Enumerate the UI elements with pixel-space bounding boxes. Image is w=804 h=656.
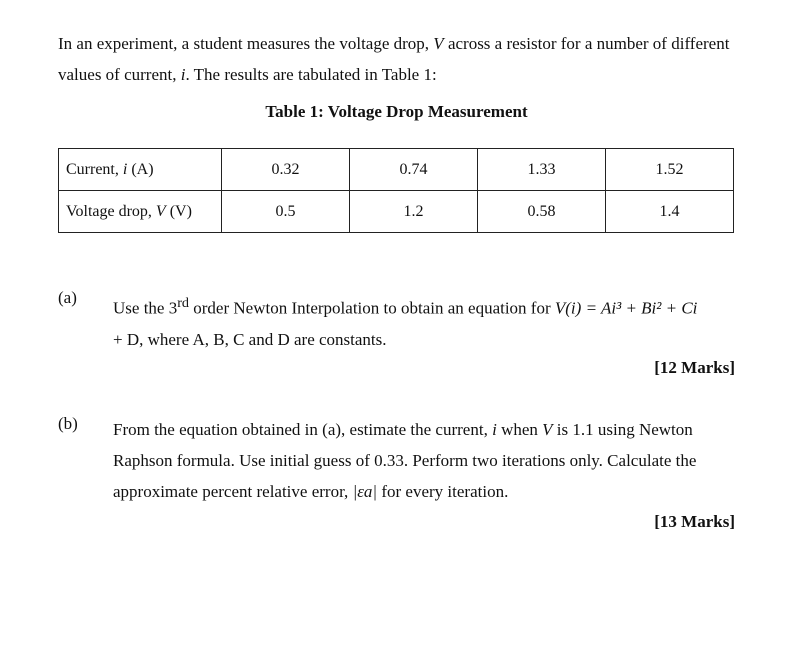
question-b-text-3: is 1.1 using Newton Raphson formula. Use initial guess of 0.33. Perform two iterations only. Calculate the approximate percent relative error, [113,420,697,501]
current-symbol: i [180,65,186,84]
question-a-marks: [12 Marks] [654,358,735,377]
question-b-text-4: for every iteration. [377,482,509,501]
table-cell: 1.4 [606,191,734,233]
question-a-label: (a) [58,288,77,307]
ordinal-superscript: rd [177,295,190,311]
question-a-text-1: Use the 3 [113,298,178,318]
table-caption: Table 1: Voltage Drop Measurement [265,102,528,121]
question-b-text-1: From the equation obtained in (a), estimate the current, [113,420,493,439]
table-cell: 0.74 [350,149,478,191]
row-header-current [59,149,222,191]
table-row-current [59,149,734,191]
question-a-text-2: order Newton Interpolation to obtain an equation for [189,298,555,318]
table-cell: 1.2 [350,191,478,233]
table-cell: 0.58 [478,191,606,233]
relative-error-symbol: |εa| [352,482,378,501]
polynomial-equation: V(i) = Ai³ + Bi² + Ci [554,298,698,318]
row-header-current-var: i [122,160,128,178]
row-header-voltage-var: V [155,202,166,220]
question-b-label: (b) [58,414,78,433]
intro-text-2: across a resistor for a number of different values of current, [58,34,730,84]
row-header-voltage [59,191,222,233]
table-cell: 1.52 [606,149,734,191]
current-symbol: i [492,420,497,439]
row-header-voltage-text: Voltage drop, [66,202,156,220]
intro-text-1: In an experiment, a student measures the voltage drop, [58,34,434,53]
measurement-table [58,148,734,233]
voltage-symbol: V [433,34,444,53]
table-cell: 0.5 [222,191,350,233]
table-row-voltage [59,191,734,233]
question-b-text-2: when [496,420,543,439]
question-a-text-3: + D, where A, B, C and D are constants. [113,329,387,349]
row-header-voltage-unit: (V) [165,202,192,220]
intro-paragraph [58,28,748,90]
intro-text-3: . The results are tabulated in Table 1: [185,65,437,84]
question-a-text [113,288,738,355]
voltage-symbol: V [542,420,553,439]
question-b-text [113,414,738,507]
question-b-marks: [13 Marks] [654,512,735,531]
row-header-current-unit: (A) [127,160,154,178]
table-cell: 1.33 [478,149,606,191]
row-header-current-text: Current, [66,160,123,178]
table-cell: 0.32 [222,149,350,191]
